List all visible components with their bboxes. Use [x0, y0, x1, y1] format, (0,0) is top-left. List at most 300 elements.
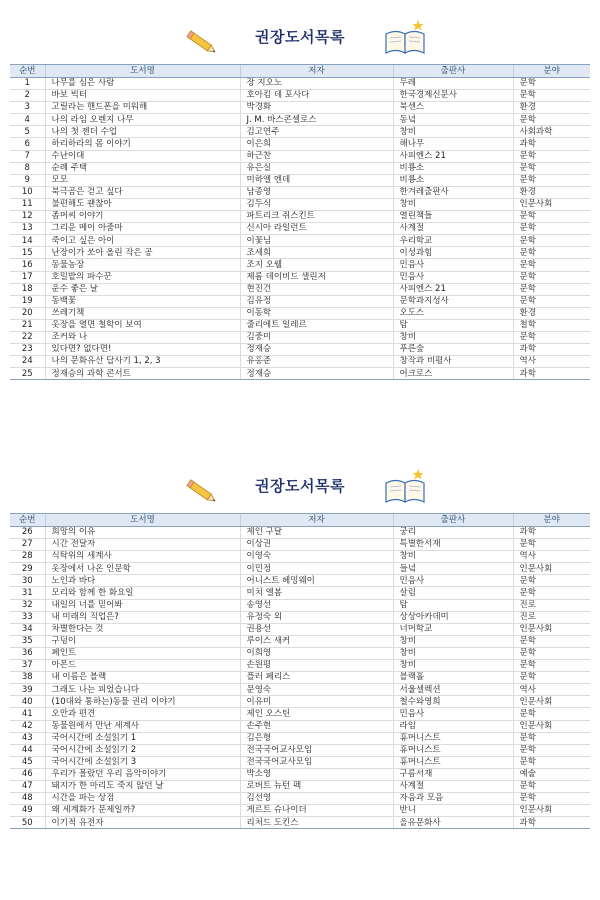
table-row	[10, 259, 590, 271]
cell-number: 22	[10, 331, 45, 343]
header-publisher: 출판사	[393, 65, 513, 78]
cell-title: 그래도 나는 피었습니다	[45, 684, 240, 696]
cell-publisher: 비룡소	[393, 162, 513, 174]
cell-publisher: 북센스	[393, 102, 513, 114]
cell-publisher: 들녘	[393, 563, 513, 575]
cell-author: 손주현	[240, 720, 393, 732]
cell-category: 역사	[513, 356, 590, 368]
cell-title: 하리하라의 몸 이야기	[45, 138, 240, 150]
table-header-row	[10, 65, 590, 78]
cell-title: 내 미래의 직업은?	[45, 611, 240, 623]
cell-category: 문학	[513, 174, 590, 186]
cell-number: 13	[10, 223, 45, 235]
cell-category: 역사	[513, 551, 590, 563]
cell-publisher: 동녘	[393, 114, 513, 126]
table-row	[10, 174, 590, 186]
cell-title: 그리운 메이 아줌마	[45, 223, 240, 235]
cell-number: 6	[10, 138, 45, 150]
cell-number: 35	[10, 635, 45, 647]
table-row	[10, 198, 590, 210]
cell-title: 나의 라임 오렌지 나무	[45, 114, 240, 126]
cell-category: 문학	[513, 756, 590, 768]
cell-publisher: 을유문화사	[393, 817, 513, 829]
cell-author: 손원평	[240, 660, 393, 672]
cell-title: 좀머씨 이야기	[45, 211, 240, 223]
cell-title: 구덩이	[45, 635, 240, 647]
cell-author: 유은실	[240, 162, 393, 174]
cell-number: 15	[10, 247, 45, 259]
cell-number: 21	[10, 319, 45, 331]
cell-category: 예술	[513, 768, 590, 780]
cell-category: 문학	[513, 331, 590, 343]
header-title: 도서명	[45, 65, 240, 78]
cell-category: 인문사회	[513, 563, 590, 575]
cell-publisher: 이성과힘	[393, 247, 513, 259]
cell-publisher: 한겨레출판사	[393, 186, 513, 198]
cell-title: 쓰레기책	[45, 307, 240, 319]
table-header-row	[10, 514, 590, 527]
table-row	[10, 344, 590, 356]
cell-title: 정재승의 과학 콘서트	[45, 368, 240, 380]
cell-category: 과학	[513, 344, 590, 356]
cell-number: 43	[10, 732, 45, 744]
cell-title: 수난이대	[45, 150, 240, 162]
cell-category: 환경	[513, 102, 590, 114]
cell-title: 죽이고 싶은 아이	[45, 235, 240, 247]
cell-category: 문학	[513, 672, 590, 684]
cell-category: 문학	[513, 114, 590, 126]
table-row	[10, 732, 590, 744]
cell-publisher: 너머학교	[393, 623, 513, 635]
cell-publisher: 자음과 모음	[393, 793, 513, 805]
cell-author: 어니스트 헤밍웨이	[240, 575, 393, 587]
cell-number: 48	[10, 793, 45, 805]
table-row	[10, 162, 590, 174]
cell-title: 이기적 유전자	[45, 817, 240, 829]
table-row	[10, 780, 590, 792]
cell-number: 23	[10, 344, 45, 356]
page-title: 권장도서목록	[255, 28, 345, 46]
cell-title: 난장이가 쏘아 올린 작은 공	[45, 247, 240, 259]
cell-publisher: 창비	[393, 660, 513, 672]
cell-number: 1	[10, 78, 45, 90]
cell-category: 문학	[513, 223, 590, 235]
cell-title: 차별한다는 것	[45, 623, 240, 635]
cell-author: 이유미	[240, 696, 393, 708]
cell-category: 문학	[513, 259, 590, 271]
cell-number: 7	[10, 150, 45, 162]
cell-author: 이은희	[240, 138, 393, 150]
cell-number: 27	[10, 539, 45, 551]
cell-category: 문학	[513, 793, 590, 805]
cell-author: 유정숙 외	[240, 611, 393, 623]
reading-list-section-1	[10, 14, 590, 380]
cell-number: 36	[10, 647, 45, 659]
table-row	[10, 527, 590, 539]
cell-title: 불편해도 괜찮아	[45, 198, 240, 210]
cell-publisher: 탐	[393, 319, 513, 331]
cell-publisher: 열린책들	[393, 211, 513, 223]
cell-publisher: 사피엔스 21	[393, 150, 513, 162]
cell-publisher: 휴머니스트	[393, 756, 513, 768]
cell-number: 19	[10, 295, 45, 307]
table-row	[10, 756, 590, 768]
table-row	[10, 186, 590, 198]
cell-category: 문학	[513, 162, 590, 174]
cell-number: 37	[10, 660, 45, 672]
cell-category: 문학	[513, 247, 590, 259]
cell-publisher: 구름서재	[393, 768, 513, 780]
table-row	[10, 635, 590, 647]
cell-category: 문학	[513, 635, 590, 647]
table-row	[10, 744, 590, 756]
cell-number: 41	[10, 708, 45, 720]
cell-publisher: 창비	[393, 198, 513, 210]
cell-number: 30	[10, 575, 45, 587]
cell-publisher: 창작과 비평사	[393, 356, 513, 368]
cell-publisher: 사계절	[393, 223, 513, 235]
cell-number: 14	[10, 235, 45, 247]
table-row	[10, 138, 590, 150]
table-row	[10, 539, 590, 551]
cell-number: 46	[10, 768, 45, 780]
cell-author: 남종영	[240, 186, 393, 198]
cell-author: 이동학	[240, 307, 393, 319]
table-row	[10, 575, 590, 587]
cell-author: 호아킴 데 포사다	[240, 90, 393, 102]
cell-category: 사회과학	[513, 126, 590, 138]
cell-author: 김선영	[240, 793, 393, 805]
table-row	[10, 319, 590, 331]
cell-author: 신시아 라일런트	[240, 223, 393, 235]
cell-title: 동물농장	[45, 259, 240, 271]
table-row	[10, 223, 590, 235]
cell-number: 17	[10, 271, 45, 283]
table-row	[10, 331, 590, 343]
cell-category: 문학	[513, 780, 590, 792]
cell-title: 국어시간에 소설읽기 3	[45, 756, 240, 768]
cell-publisher: 푸른숲	[393, 344, 513, 356]
cell-author: 미하엘 엔데	[240, 174, 393, 186]
table-row	[10, 307, 590, 319]
cell-publisher: 두레	[393, 78, 513, 90]
cell-title: 나의 첫 젠더 수업	[45, 126, 240, 138]
cell-title: 아몬드	[45, 660, 240, 672]
open-book-icon	[382, 18, 428, 56]
cell-author: 김은형	[240, 732, 393, 744]
cell-category: 인문사회	[513, 805, 590, 817]
header-category: 분야	[513, 65, 590, 78]
cell-title: 왜 세계화가 문제일까?	[45, 805, 240, 817]
cell-category: 문학	[513, 90, 590, 102]
cell-author: 제인 오스틴	[240, 708, 393, 720]
cell-number: 47	[10, 780, 45, 792]
table-row	[10, 102, 590, 114]
cell-title: 국어시간에 소설읽기 1	[45, 732, 240, 744]
cell-number: 16	[10, 259, 45, 271]
cell-title: 모리와 함께 한 화요일	[45, 587, 240, 599]
cell-publisher: 사계절	[393, 780, 513, 792]
cell-number: 38	[10, 672, 45, 684]
open-book-icon	[382, 467, 428, 505]
cell-author: 김유정	[240, 295, 393, 307]
cell-number: 29	[10, 563, 45, 575]
cell-publisher: 창비	[393, 331, 513, 343]
cell-category: 과학	[513, 138, 590, 150]
cell-publisher: 우리학교	[393, 235, 513, 247]
cell-number: 18	[10, 283, 45, 295]
cell-category: 문학	[513, 708, 590, 720]
cell-number: 34	[10, 623, 45, 635]
cell-author: 조지 오웰	[240, 259, 393, 271]
cell-author: 게르트 슈나이더	[240, 805, 393, 817]
table-row	[10, 708, 590, 720]
cell-category: 인문사회	[513, 696, 590, 708]
cell-publisher: 창비	[393, 551, 513, 563]
cell-category: 과학	[513, 817, 590, 829]
table-row	[10, 817, 590, 829]
cell-author: J. M. 바스콘셀로스	[240, 114, 393, 126]
cell-publisher: 휴머니스트	[393, 732, 513, 744]
cell-number: 28	[10, 551, 45, 563]
cell-author: 이꽃님	[240, 235, 393, 247]
cell-category: 철학	[513, 319, 590, 331]
cell-author: 루이스 새커	[240, 635, 393, 647]
cell-category: 문학	[513, 647, 590, 659]
cell-number: 25	[10, 368, 45, 380]
cell-title: 나의 문화유산 답사기 1, 2, 3	[45, 356, 240, 368]
header-title: 도서명	[45, 514, 240, 527]
cell-author: 이영숙	[240, 551, 393, 563]
cell-title: 옷장을 열면 철학이 보여	[45, 319, 240, 331]
cell-title: 국어시간에 소설읽기 2	[45, 744, 240, 756]
cell-number: 9	[10, 174, 45, 186]
table-row	[10, 793, 590, 805]
header-number: 순번	[10, 65, 45, 78]
cell-number: 26	[10, 527, 45, 539]
cell-number: 50	[10, 817, 45, 829]
cell-publisher: 해나무	[393, 138, 513, 150]
cell-publisher: 사피엔스 21	[393, 283, 513, 295]
page-title: 권장도서목록	[255, 477, 345, 495]
cell-category: 문학	[513, 587, 590, 599]
cell-author: 박경화	[240, 102, 393, 114]
cell-category: 문학	[513, 744, 590, 756]
cell-author: 파트리크 쥐스킨트	[240, 211, 393, 223]
cell-category: 문학	[513, 283, 590, 295]
cell-number: 33	[10, 611, 45, 623]
cell-publisher: 오도스	[393, 307, 513, 319]
table-row	[10, 78, 590, 90]
cell-title: 내 이름은 블랙	[45, 672, 240, 684]
cell-title: 시간 전달자	[45, 539, 240, 551]
cell-author: 장 지오노	[240, 78, 393, 90]
header-number: 순번	[10, 514, 45, 527]
cell-category: 문학	[513, 150, 590, 162]
cell-category: 인문사회	[513, 198, 590, 210]
cell-publisher: 서울셀렉션	[393, 684, 513, 696]
table-row	[10, 720, 590, 732]
cell-publisher: 창비	[393, 126, 513, 138]
cell-number: 49	[10, 805, 45, 817]
cell-category: 문학	[513, 575, 590, 587]
cell-author: 이민정	[240, 563, 393, 575]
cell-title: 희망의 이유	[45, 527, 240, 539]
cell-publisher: 창비	[393, 647, 513, 659]
table-row	[10, 114, 590, 126]
table-row	[10, 283, 590, 295]
cell-title: 오만과 편견	[45, 708, 240, 720]
table-row	[10, 368, 590, 380]
table-row	[10, 696, 590, 708]
cell-number: 24	[10, 356, 45, 368]
cell-publisher: 특별한서재	[393, 539, 513, 551]
cell-title: 바보 빅터	[45, 90, 240, 102]
cell-number: 40	[10, 696, 45, 708]
section-header	[10, 14, 590, 64]
table-row	[10, 599, 590, 611]
table-row	[10, 90, 590, 102]
cell-number: 8	[10, 162, 45, 174]
cell-publisher: 민음사	[393, 575, 513, 587]
cell-number: 11	[10, 198, 45, 210]
cell-title: 옷장에서 나온 인문학	[45, 563, 240, 575]
cell-category: 문학	[513, 211, 590, 223]
table-row	[10, 211, 590, 223]
cell-number: 42	[10, 720, 45, 732]
cell-author: 하근찬	[240, 150, 393, 162]
table-row	[10, 647, 590, 659]
cell-category: 환경	[513, 307, 590, 319]
cell-title: 있다면? 없다면!	[45, 344, 240, 356]
table-row	[10, 611, 590, 623]
cell-category: 문학	[513, 539, 590, 551]
table-row	[10, 235, 590, 247]
cell-title: 순례 주택	[45, 162, 240, 174]
cell-author: 문영숙	[240, 684, 393, 696]
cell-title: 페인트	[45, 647, 240, 659]
cell-author: 송영선	[240, 599, 393, 611]
cell-author: 이상권	[240, 539, 393, 551]
cell-author: 김두식	[240, 198, 393, 210]
cell-number: 5	[10, 126, 45, 138]
cell-author: 조세희	[240, 247, 393, 259]
cell-number: 39	[10, 684, 45, 696]
table-row	[10, 150, 590, 162]
table-row	[10, 247, 590, 259]
cell-number: 45	[10, 756, 45, 768]
table-row	[10, 684, 590, 696]
cell-category: 인문사회	[513, 623, 590, 635]
table-row	[10, 356, 590, 368]
cell-category: 진로	[513, 599, 590, 611]
cell-publisher: 철수와영희	[393, 696, 513, 708]
cell-category: 문학	[513, 78, 590, 90]
cell-title: (10대와 통하는)동물 권리 이야기	[45, 696, 240, 708]
cell-author: 김고연주	[240, 126, 393, 138]
cell-category: 환경	[513, 186, 590, 198]
cell-number: 32	[10, 599, 45, 611]
cell-number: 20	[10, 307, 45, 319]
cell-title: 호밀밭의 파수꾼	[45, 271, 240, 283]
cell-author: 제인 구달	[240, 527, 393, 539]
cell-category: 문학	[513, 732, 590, 744]
cell-number: 44	[10, 744, 45, 756]
cell-publisher: 비룡소	[393, 174, 513, 186]
cell-author: 리처드 도킨스	[240, 817, 393, 829]
table-row	[10, 587, 590, 599]
table-row	[10, 768, 590, 780]
cell-category: 문학	[513, 295, 590, 307]
table-row	[10, 295, 590, 307]
cell-title: 식탁위의 세계사	[45, 551, 240, 563]
cell-publisher: 라임	[393, 720, 513, 732]
cell-publisher: 민음사	[393, 271, 513, 283]
cell-number: 31	[10, 587, 45, 599]
cell-publisher: 어크로스	[393, 368, 513, 380]
cell-category: 과학	[513, 368, 590, 380]
cell-publisher: 살림	[393, 587, 513, 599]
cell-author: 김중미	[240, 331, 393, 343]
cell-author: 박소영	[240, 768, 393, 780]
cell-number: 10	[10, 186, 45, 198]
cell-publisher: 상상아카데미	[393, 611, 513, 623]
reading-list-section-2	[10, 463, 590, 829]
cell-title: 운수 좋은 날	[45, 283, 240, 295]
cell-publisher: 창비	[393, 635, 513, 647]
cell-author: 로버트 뉴턴 펙	[240, 780, 393, 792]
cell-number: 12	[10, 211, 45, 223]
cell-title: 노인과 바다	[45, 575, 240, 587]
cell-title: 내일의 너를 믿어봐	[45, 599, 240, 611]
cell-publisher: 궁리	[393, 527, 513, 539]
cell-author: 이희영	[240, 647, 393, 659]
table-row	[10, 623, 590, 635]
cell-author: 플러 페리스	[240, 672, 393, 684]
cell-author: 전국국어교사모임	[240, 744, 393, 756]
header-author: 저자	[240, 514, 393, 527]
cell-title: 동물원에서 만난 세계사	[45, 720, 240, 732]
cell-number: 4	[10, 114, 45, 126]
cell-author: 제롬 데이비드 샐린저	[240, 271, 393, 283]
cell-publisher: 블랙홀	[393, 672, 513, 684]
cell-category: 진로	[513, 611, 590, 623]
cell-category: 문학	[513, 235, 590, 247]
cell-title: 돼지가 한 마리도 죽지 않던 날	[45, 780, 240, 792]
cell-publisher: 문학과지성사	[393, 295, 513, 307]
table-row	[10, 563, 590, 575]
header-author: 저자	[240, 65, 393, 78]
cell-category: 인문사회	[513, 720, 590, 732]
section-header	[10, 463, 590, 513]
header-category: 분야	[513, 514, 590, 527]
cell-author: 전국국어교사모임	[240, 756, 393, 768]
cell-number: 2	[10, 90, 45, 102]
header-publisher: 출판사	[393, 514, 513, 527]
cell-number: 3	[10, 102, 45, 114]
cell-title: 모모	[45, 174, 240, 186]
cell-author: 유홍준	[240, 356, 393, 368]
cell-author: 정재승	[240, 368, 393, 380]
cell-title: 고릴라는 핸드폰을 미워해	[45, 102, 240, 114]
table-row	[10, 672, 590, 684]
cell-category: 문학	[513, 660, 590, 672]
table-row	[10, 126, 590, 138]
cell-title: 우리가 몰랐던 우리 음악이야기	[45, 768, 240, 780]
cell-publisher: 탐	[393, 599, 513, 611]
cell-title: 북극곰은 걷고 싶다	[45, 186, 240, 198]
book-list-table	[10, 513, 590, 829]
